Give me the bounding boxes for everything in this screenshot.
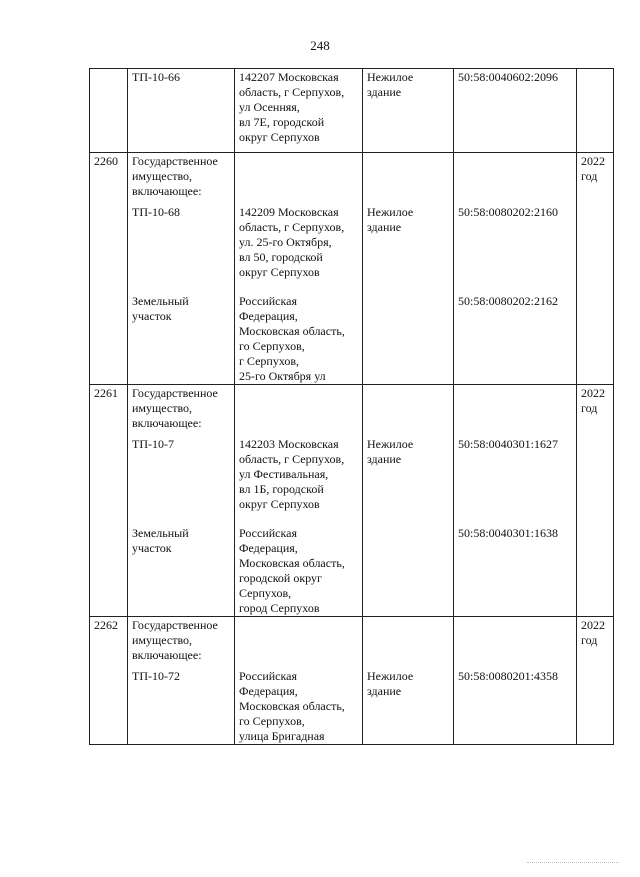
- object-name: Земельный: [132, 294, 189, 308]
- address-line: Серпухов,: [239, 586, 292, 600]
- object-name-cell: [128, 69, 235, 153]
- address-line: ул Осенняя,: [239, 100, 300, 114]
- address-line: г Серпухов,: [239, 354, 300, 368]
- address-line: вл 50, городской: [239, 250, 323, 264]
- cadastral-number: 50:58:0040301:1638: [458, 526, 559, 540]
- address-line: 142203 Московская: [239, 437, 339, 451]
- section-heading: включающее:: [132, 648, 202, 662]
- address-line: го Серпухов,: [239, 339, 305, 353]
- section-heading: Государственное: [132, 618, 218, 632]
- address-cell: [235, 69, 363, 153]
- page-number: 248: [310, 38, 330, 53]
- address-line: Российская: [239, 526, 297, 540]
- address-line: округ Серпухов: [239, 265, 320, 279]
- address-line: 142209 Московская: [239, 205, 339, 219]
- cadastral-number: 50:58:0080202:2160: [458, 205, 559, 219]
- address-line: Федерация,: [239, 541, 298, 555]
- object-type: здание: [367, 220, 402, 234]
- address-line: вл 7Е, городской: [239, 115, 325, 129]
- address-cell: [235, 617, 363, 745]
- table-row: [90, 385, 614, 617]
- object-type-cell: [363, 69, 454, 153]
- section-heading: включающее:: [132, 184, 202, 198]
- object-type-cell: [363, 385, 454, 617]
- address-line: 25-го Октября ул: [239, 369, 326, 383]
- cadastral-number-cell: [454, 617, 577, 745]
- address-line: Российская: [239, 669, 297, 683]
- table-row: [90, 69, 614, 153]
- table-row: [90, 153, 614, 385]
- cadastral-number: 50:58:0040602:2096: [458, 70, 559, 84]
- year-cell: [577, 153, 614, 385]
- address-line: 142207 Московская: [239, 70, 339, 84]
- object-name: участок: [132, 541, 172, 555]
- object-name-cell: [128, 153, 235, 385]
- object-type: здание: [367, 684, 402, 698]
- scan-artifact-dash: [527, 862, 619, 863]
- year-text: 2022: [581, 618, 605, 632]
- address-line: городской округ: [239, 571, 322, 585]
- address-line: область, г Серпухов,: [239, 85, 345, 99]
- object-name: ТП-10-72: [132, 669, 180, 683]
- cadastral-number: 50:58:0080201:4358: [458, 669, 559, 683]
- object-type-cell: [363, 617, 454, 745]
- address-line: улица Бригадная: [239, 729, 325, 743]
- address-line: область, г Серпухов,: [239, 220, 345, 234]
- section-heading: Государственное: [132, 386, 218, 400]
- section-heading: Государственное: [132, 154, 218, 168]
- cadastral-number-cell: [454, 69, 577, 153]
- address-line: го Серпухов,: [239, 714, 305, 728]
- object-name: ТП-10-7: [132, 437, 174, 451]
- cadastral-number-cell: [454, 153, 577, 385]
- property-registry-table: [89, 68, 614, 745]
- address-line: ул Фестивальная,: [239, 467, 329, 481]
- address-line: область, г Серпухов,: [239, 452, 345, 466]
- address-line: Московская область,: [239, 556, 345, 570]
- address-line: Российская: [239, 294, 297, 308]
- cadastral-number: 50:58:0040301:1627: [458, 437, 559, 451]
- address-line: Московская область,: [239, 699, 345, 713]
- cadastral-number-cell: [454, 385, 577, 617]
- year-text: 2022: [581, 154, 605, 168]
- object-name: Земельный: [132, 526, 189, 540]
- object-name-cell: [128, 385, 235, 617]
- table-row: [90, 617, 614, 745]
- year-text: год: [581, 401, 598, 415]
- object-name: участок: [132, 309, 172, 323]
- object-name-cell: [128, 617, 235, 745]
- year-cell: [577, 69, 614, 153]
- address-line: Федерация,: [239, 309, 298, 323]
- address-line: Московская область,: [239, 324, 345, 338]
- object-name: ТП-10-66: [132, 70, 180, 84]
- object-type: здание: [367, 85, 402, 99]
- record-number: [90, 69, 128, 153]
- year-cell: [577, 617, 614, 745]
- address-line: округ Серпухов: [239, 497, 320, 511]
- section-heading: имущество,: [132, 401, 193, 415]
- section-heading: имущество,: [132, 169, 193, 183]
- year-cell: [577, 385, 614, 617]
- object-type: здание: [367, 452, 402, 466]
- address-line: округ Серпухов: [239, 130, 320, 144]
- cadastral-number: 50:58:0080202:2162: [458, 294, 559, 308]
- record-number: 2260: [90, 153, 128, 385]
- address-line: город Серпухов: [239, 601, 320, 615]
- address-cell: [235, 385, 363, 617]
- year-text: 2022: [581, 386, 605, 400]
- address-line: ул. 25-го Октября,: [239, 235, 332, 249]
- address-line: Федерация,: [239, 684, 298, 698]
- object-type: Нежилое: [367, 70, 414, 84]
- section-heading: включающее:: [132, 416, 202, 430]
- object-name: ТП-10-68: [132, 205, 180, 219]
- address-line: вл 1Б, городской: [239, 482, 324, 496]
- year-text: год: [581, 633, 598, 647]
- section-heading: имущество,: [132, 633, 193, 647]
- record-number: 2261: [90, 385, 128, 617]
- year-text: год: [581, 169, 598, 183]
- record-number: 2262: [90, 617, 128, 745]
- object-type: Нежилое: [367, 205, 414, 219]
- object-type: Нежилое: [367, 669, 414, 683]
- object-type-cell: [363, 153, 454, 385]
- address-cell: [235, 153, 363, 385]
- object-type: Нежилое: [367, 437, 414, 451]
